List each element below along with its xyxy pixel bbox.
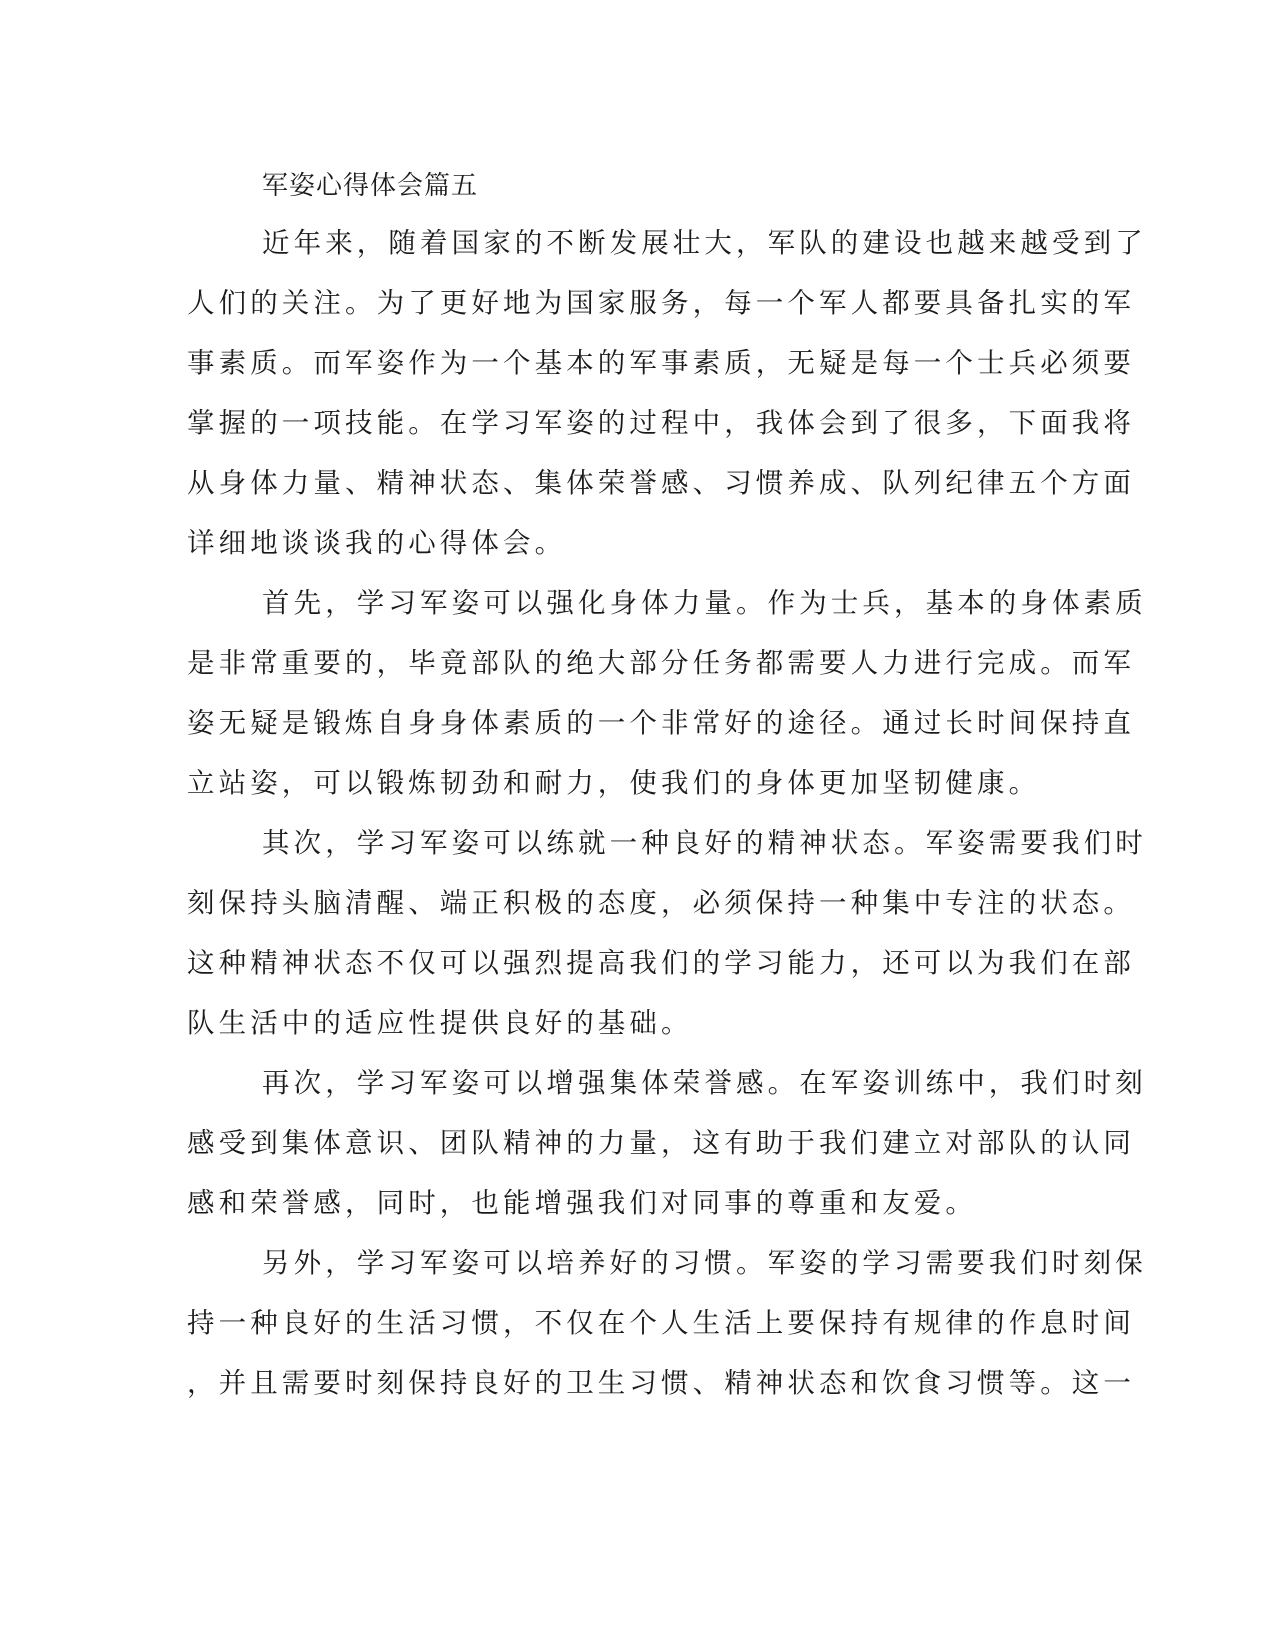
paragraph-1-line-3: 事素质。而军姿作为一个基本的军事素质，无疑是每一个士兵必须要 — [187, 347, 1135, 379]
paragraph-1-line-5: 从身体力量、精神状态、集体荣誉感、习惯养成、队列纪律五个方面 — [187, 467, 1135, 499]
paragraph-5-line-3: ，并且需要时刻保持良好的卫生习惯、精神状态和饮食习惯等。这一 — [187, 1367, 1135, 1399]
paragraph-1-line-4: 掌握的一项技能。在学习军姿的过程中，我体会到了很多，下面我将 — [187, 407, 1135, 439]
paragraph-1-line-6: 详细地谈谈我的心得体会。 — [187, 527, 567, 559]
document-title: 军姿心得体会篇五 — [262, 171, 479, 201]
paragraph-5-line-2: 持一种良好的生活习惯，不仅在个人生活上要保持有规律的作息时间 — [187, 1307, 1135, 1339]
paragraph-5-line-1: 另外，学习军姿可以培养好的习惯。军姿的学习需要我们时刻保 — [262, 1247, 1147, 1279]
paragraph-2-line-1: 首先，学习军姿可以强化身体力量。作为士兵，基本的身体素质 — [262, 587, 1147, 619]
paragraph-3-line-3: 这种精神状态不仅可以强烈提高我们的学习能力，还可以为我们在部 — [187, 947, 1135, 979]
paragraph-4-line-2: 感受到集体意识、团队精神的力量，这有助于我们建立对部队的认同 — [187, 1127, 1135, 1159]
paragraph-1-line-1: 近年来，随着国家的不断发展壮大，军队的建设也越来越受到了 — [262, 227, 1147, 259]
paragraph-4-line-3: 感和荣誉感，同时，也能增强我们对同事的尊重和友爱。 — [187, 1187, 977, 1219]
paragraph-2-line-2: 是非常重要的，毕竟部队的绝大部分任务都需要人力进行完成。而军 — [187, 647, 1135, 679]
paragraph-3-line-2: 刻保持头脑清醒、端正积极的态度，必须保持一种集中专注的状态。 — [187, 887, 1135, 919]
paragraph-2-line-3: 姿无疑是锻炼自身身体素质的一个非常好的途径。通过长时间保持直 — [187, 707, 1135, 739]
paragraph-2-line-4: 立站姿，可以锻炼韧劲和耐力，使我们的身体更加坚韧健康。 — [187, 767, 1041, 799]
paragraph-4-line-1: 再次，学习军姿可以增强集体荣誉感。在军姿训练中，我们时刻 — [262, 1067, 1147, 1099]
paragraph-1-line-2: 人们的关注。为了更好地为国家服务，每一个军人都要具备扎实的军 — [187, 287, 1135, 319]
paragraph-3-line-1: 其次，学习军姿可以练就一种良好的精神状态。军姿需要我们时 — [262, 827, 1147, 859]
paragraph-3-line-4: 队生活中的适应性提供良好的基础。 — [187, 1007, 693, 1039]
